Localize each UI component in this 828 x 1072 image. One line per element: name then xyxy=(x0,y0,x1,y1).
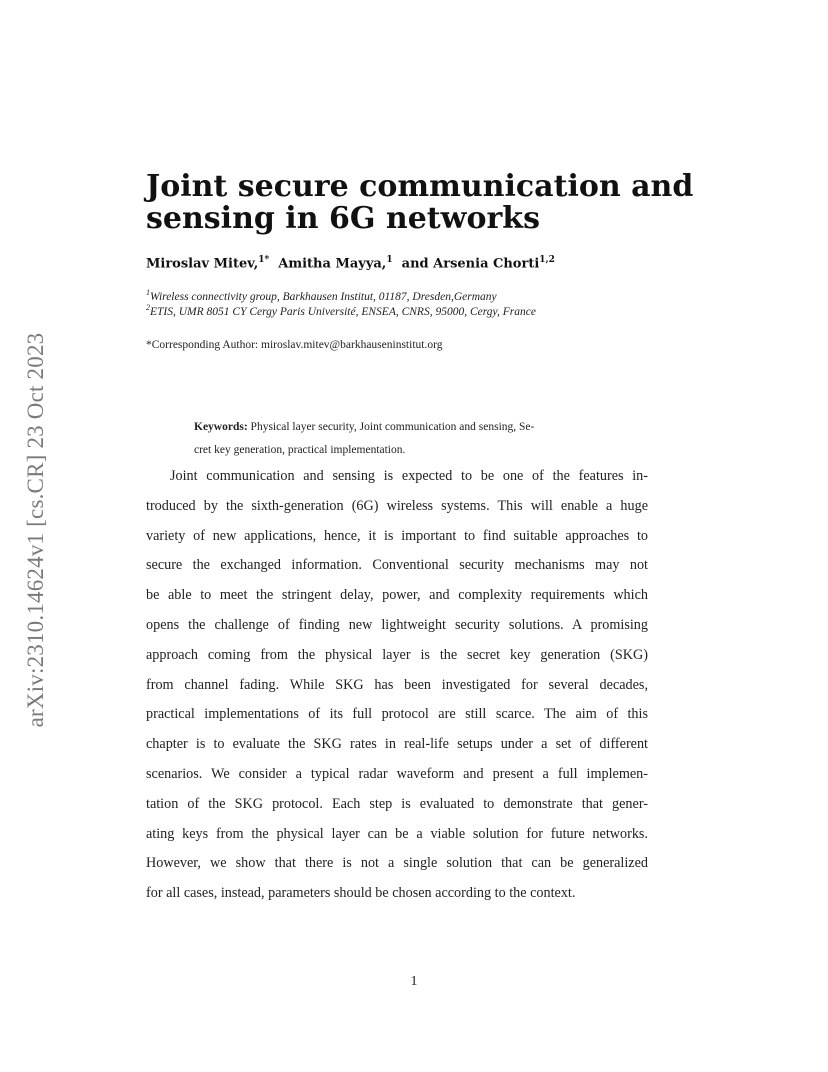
abstract-line: be able to meet the stringent delay, power, and complexity requirements which xyxy=(146,587,648,604)
author-name: and Arsenia Chorti xyxy=(401,256,540,272)
affiliation-text: ETIS, UMR 8051 CY Cergy Paris Université, ENSEA, CNRS, 95000, Cergy, France xyxy=(150,305,536,318)
affiliation xyxy=(146,288,497,303)
abstract-line: However, we show that there is not a single solution that can be generalized xyxy=(146,855,648,872)
title-line: Joint secure communication and xyxy=(146,169,694,204)
affiliation-text: Wireless connectivity group, Barkhausen Institut, 01187, Dresden,Germany xyxy=(150,290,497,303)
abstract-line: for all cases, instead, parameters should be chosen according to the context. xyxy=(146,885,576,902)
affiliation-mark: 2 xyxy=(146,303,150,312)
abstract-line: Joint communication and sensing is expected to be one of the features in- xyxy=(170,468,648,484)
abstract-line: chapter is to evaluate the SKG rates in real-life setups under a set of different xyxy=(146,736,648,753)
abstract-line: from channel fading. While SKG has been investigated for several decades, xyxy=(146,676,648,693)
affiliation-mark: 1 xyxy=(146,288,150,297)
paper-title xyxy=(146,171,706,235)
abstract-line: variety of new applications, hence, it is important to find suitable approaches to xyxy=(146,527,648,544)
author-affiliation-mark: 1,2 xyxy=(539,255,555,265)
page-number: 1 xyxy=(410,974,418,989)
abstract-line: tation of the SKG protocol. Each step is evaluated to demonstrate that gener- xyxy=(146,795,648,812)
abstract-line: opens the challenge of finding new lightweight security solutions. A promising xyxy=(146,616,648,633)
author-list xyxy=(146,255,555,271)
keywords-line: cret key generation, practical implementation. xyxy=(194,444,406,456)
keywords xyxy=(194,416,614,462)
abstract-line: approach coming from the physical layer is the secret key generation (SKG) xyxy=(146,646,648,663)
keywords-line xyxy=(194,416,614,439)
abstract-line: scenarios. We consider a typical radar waveform and present a full implemen- xyxy=(146,765,648,782)
author-affiliation-mark: 1* xyxy=(258,255,270,265)
abstract-line: practical implementations of its full protocol are still scarce. The aim of this xyxy=(146,706,648,723)
arxiv-identifier: arXiv:2310.14624v1 [cs.CR] 23 Oct 2023 xyxy=(23,332,48,728)
title-line: sensing in 6G networks xyxy=(146,201,540,236)
affiliation xyxy=(146,303,536,318)
author-affiliation-mark: 1 xyxy=(386,255,393,265)
abstract-line: troduced by the sixth-generation (6G) wireless systems. This will enable a huge xyxy=(146,497,648,514)
corresponding-author: *Corresponding Author: miroslav.mitev@barkhauseninstitut.org xyxy=(146,339,443,351)
keywords-text: Physical layer security, Joint communication and sensing, Se- xyxy=(247,421,535,433)
abstract-line: ating keys from the physical layer can be a viable solution for future networks. xyxy=(146,825,648,842)
abstract-line: secure the exchanged information. Conventional security mechanisms may not xyxy=(146,557,648,574)
abstract xyxy=(146,462,648,909)
author-name: Miroslav Mitev, xyxy=(146,256,259,272)
author-name: Amitha Mayya, xyxy=(278,256,387,272)
keywords-label: Keywords: xyxy=(194,421,248,433)
